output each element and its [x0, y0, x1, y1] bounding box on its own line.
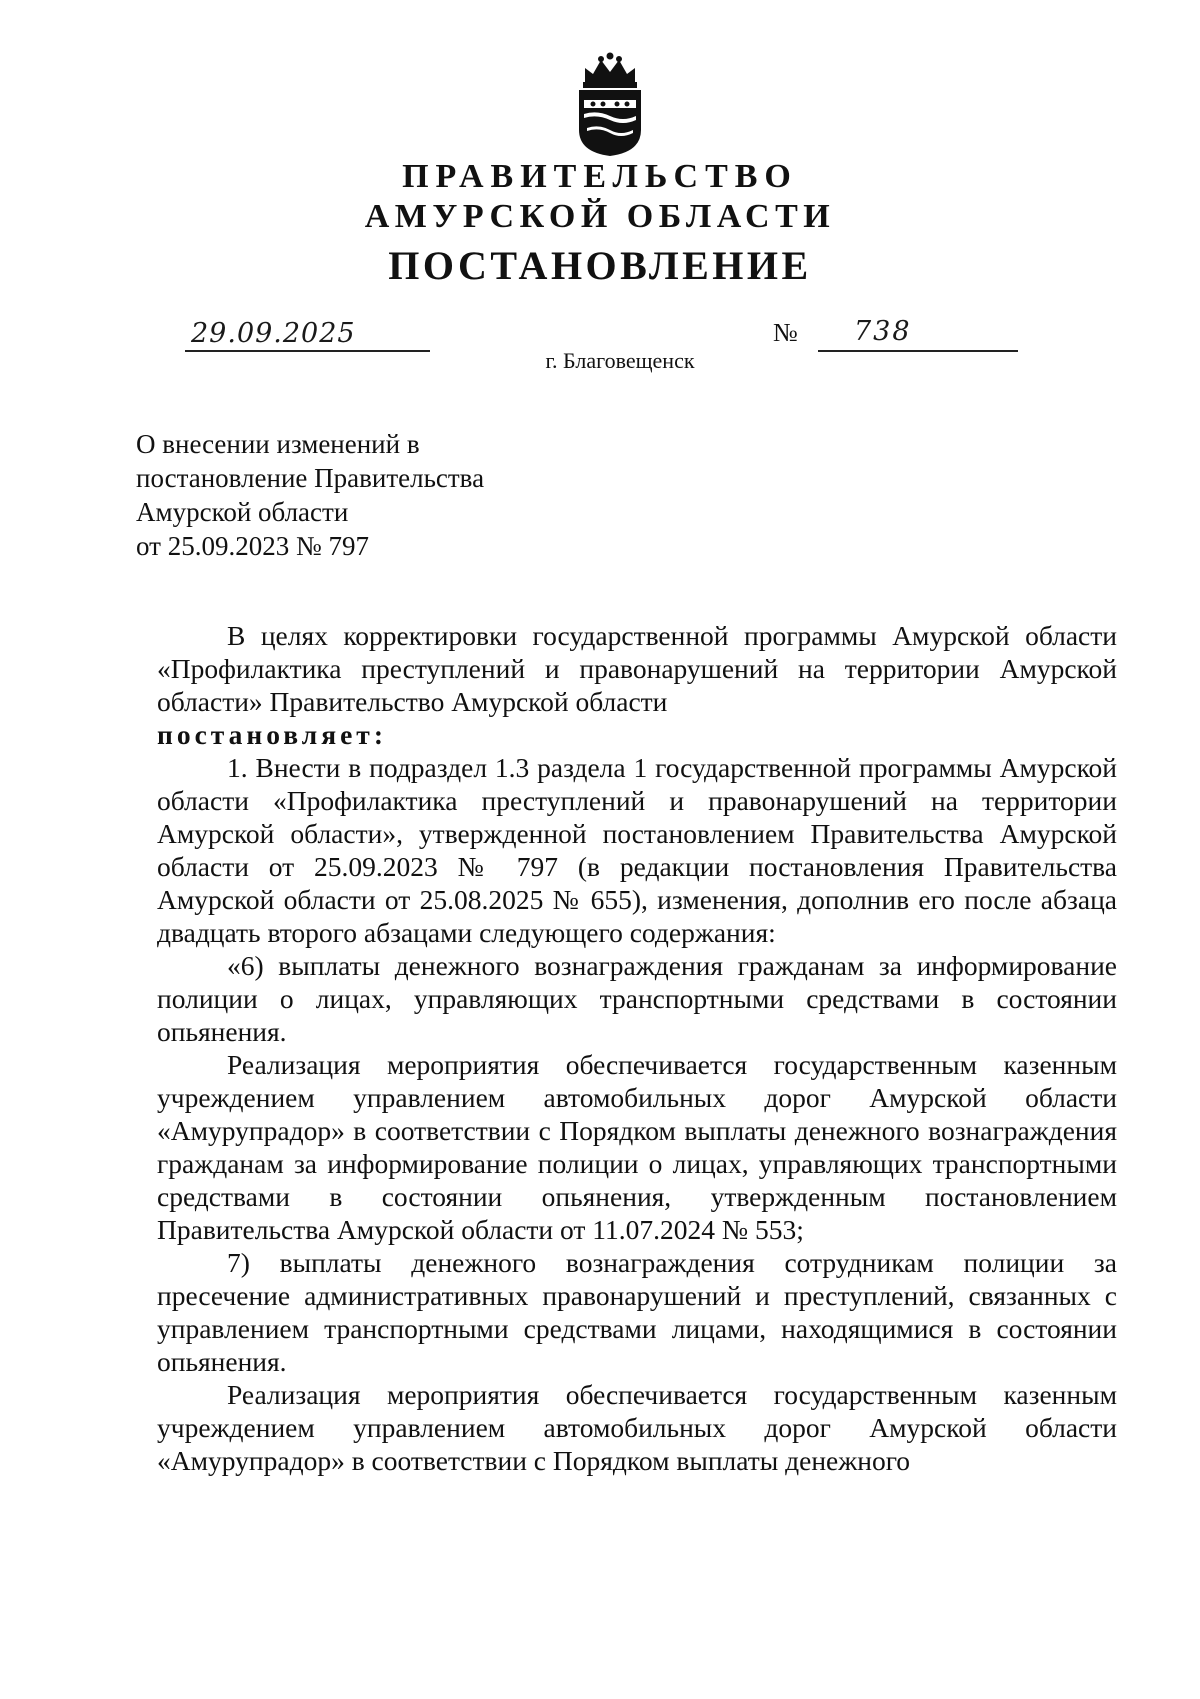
org-name-line2: АМУРСКОЙ ОБЛАСТИ: [364, 198, 836, 235]
number-sign: №: [773, 318, 798, 347]
item-7-paragraph: 7) выплаты денежного вознаграждения сотрудникам полиции за пресечение административных правонарушений и преступлений, связанных с управлением транспортными средствами лицами, находящимися в состоянии опьянения.: [157, 1247, 1117, 1377]
subject-line: постановление Правительства: [136, 463, 485, 493]
coat-of-arms-icon: [571, 52, 649, 158]
document-body: [157, 619, 1117, 1477]
preamble-paragraph: В целях корректировки государственной программы Амурской области «Профилактика преступлений и правонарушений на территории Амурской области» Правительство Амурской области: [157, 620, 1117, 717]
resolves-keyword: постановляет:: [157, 719, 387, 750]
item-1-paragraph: 1. Внести в подраздел 1.3 раздела 1 государственной программы Амурской области «Профилактика преступлений и правонарушений на территории Амурской области», утвержденной постановлением Правительства Амурской области от 25.09.2023 № 797 (в редакции постановления Правительства Амурской области от 25.08.2025 № 655), изменения, дополнив его после абзаца двадцать второго абзацами следующего содержания:: [157, 752, 1117, 948]
document-number: 738: [818, 316, 1018, 352]
subject-line: от 25.09.2023 № 797: [136, 531, 369, 561]
subject-line: О внесении изменений в: [136, 429, 420, 459]
city-name: г. Благовещенск: [545, 348, 695, 373]
document-date: 29.09.2025: [185, 318, 430, 352]
subject-line: Амурской области: [136, 497, 349, 527]
document-type-title: ПОСТАНОВЛЕНИЕ: [388, 243, 812, 288]
org-name-line1: ПРАВИТЕЛЬСТВО: [402, 158, 798, 195]
implementation-paragraph-1: Реализация мероприятия обеспечивается государственным казенным учреждением управлением автомобильных дорог Амурской области «Амурупрадор» в соответствии с Порядком выплаты денежного вознаграждения гражданам за информирование полиции о лицах, управляющих транспортными средствами в состоянии опьянения, утвержденным постановлением Правительства Амурской области от 11.07.2024 № 553;: [157, 1049, 1117, 1245]
item-6-paragraph: «6) выплаты денежного вознаграждения гражданам за информирование полиции о лицах, управляющих транспортными средствами в состоянии опьянения.: [157, 950, 1117, 1047]
implementation-paragraph-2: Реализация мероприятия обеспечивается государственным казенным учреждением управлением автомобильных дорог Амурской области «Амурупрадор» в соответствии с Порядком выплаты денежного: [157, 1379, 1117, 1476]
document-subject: [136, 427, 736, 563]
